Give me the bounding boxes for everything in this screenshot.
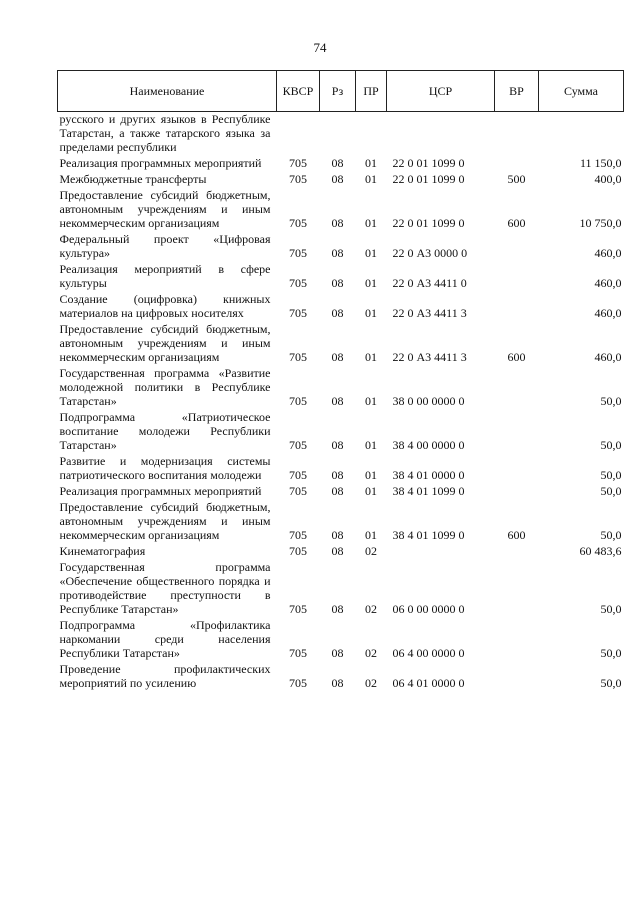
cell-pr: 01 (365, 438, 377, 452)
cell-vr (495, 662, 539, 692)
cell-pr: 01 (365, 216, 377, 230)
cell-sum: 10 750,0 (579, 216, 622, 230)
header-kvsr: КВСР (277, 71, 320, 112)
cell-pr: 01 (365, 246, 377, 260)
cell-csr: 06 0 00 0000 0 (392, 602, 465, 616)
cell-csr: 22 0 А3 4411 3 (392, 306, 467, 320)
cell-kvsr: 705 (289, 172, 307, 186)
cell-name: Предоставление субсидий бюджетным, автономным учреждениям и иным некоммерческим организациям (59, 322, 271, 364)
table-row (58, 500, 624, 544)
cell-csr: 22 0 01 1099 0 (392, 216, 465, 230)
cell-name: Государственная программа «Обеспечение общественного порядка и противодействие преступности в Республике Татарстан» (59, 560, 271, 616)
cell-vr (495, 112, 539, 157)
cell-vr (495, 560, 539, 618)
cell-sum: 50,0 (600, 468, 622, 482)
cell-vr (495, 454, 539, 484)
cell-kvsr: 705 (289, 602, 307, 616)
header-pr: ПР (356, 71, 387, 112)
cell-name: Государственная программа «Развитие молодежной политики в Республике Татарстан» (59, 366, 271, 408)
cell-name: Межбюджетные трансферты (59, 172, 207, 186)
cell-sum: 50,0 (600, 602, 622, 616)
cell-pr: 01 (365, 484, 377, 498)
cell-csr: 22 0 А3 0000 0 (392, 246, 468, 260)
table-row (58, 188, 624, 232)
cell-vr (495, 410, 539, 454)
cell-rz: 08 (331, 156, 344, 170)
cell-vr: 600 (507, 528, 526, 542)
cell-pr: 01 (365, 172, 377, 186)
table-row (58, 560, 624, 618)
cell-kvsr: 705 (289, 528, 307, 542)
cell-pr: 01 (365, 306, 377, 320)
cell-rz: 08 (331, 468, 344, 482)
header-csr: ЦСР (387, 71, 495, 112)
table-header-row (58, 71, 624, 112)
cell-vr (495, 232, 539, 262)
cell-vr: 500 (507, 172, 526, 186)
table-row (58, 410, 624, 454)
cell-sum: 460,0 (594, 276, 622, 290)
table-row (58, 156, 624, 172)
cell-rz: 08 (331, 276, 344, 290)
cell-rz: 08 (331, 246, 344, 260)
cell-pr: 02 (365, 602, 377, 616)
cell-rz: 08 (331, 484, 344, 498)
cell-rz: 08 (331, 676, 344, 690)
cell-csr (387, 112, 495, 157)
table-body (58, 112, 624, 693)
cell-sum: 11 150,0 (579, 156, 622, 170)
cell-vr (495, 156, 539, 172)
cell-kvsr: 705 (289, 246, 307, 260)
cell-sum: 460,0 (594, 350, 622, 364)
cell-csr: 38 4 01 1099 0 (392, 528, 465, 542)
cell-rz: 08 (331, 306, 344, 320)
cell-csr: 22 0 А3 4411 3 (392, 350, 467, 364)
cell-name: Федеральный проект «Цифровая культура» (59, 232, 271, 260)
cell-csr: 38 4 01 1099 0 (392, 484, 465, 498)
cell-kvsr: 705 (289, 216, 307, 230)
table-row (58, 232, 624, 262)
cell-vr (495, 544, 539, 560)
cell-sum: 460,0 (594, 246, 622, 260)
table-row (58, 454, 624, 484)
table-row (58, 544, 624, 560)
cell-name: Создание (оцифровка) книжных материалов на цифровых носителях (59, 292, 271, 320)
cell-vr (495, 618, 539, 662)
cell-pr: 01 (365, 468, 377, 482)
cell-kvsr: 705 (289, 484, 307, 498)
table-row (58, 262, 624, 292)
cell-pr: 01 (365, 528, 377, 542)
cell-name: Реализация программных мероприятий (59, 156, 262, 170)
cell-pr: 02 (365, 646, 377, 660)
cell-vr (495, 292, 539, 322)
cell-pr: 01 (365, 156, 377, 170)
cell-kvsr: 705 (289, 646, 307, 660)
cell-name: русского и других языков в Республике Татарстан, а также татарского языка за пределами республики (59, 112, 271, 154)
table-row (58, 662, 624, 692)
cell-pr: 01 (365, 394, 377, 408)
cell-csr: 38 4 01 0000 0 (392, 468, 465, 482)
budget-table (57, 70, 624, 692)
cell-sum: 460,0 (594, 306, 622, 320)
cell-kvsr: 705 (289, 276, 307, 290)
cell-pr: 02 (365, 676, 377, 690)
cell-name: Подпрограмма «Профилактика наркомании среди населения Республики Татарстан» (59, 618, 271, 660)
cell-kvsr (277, 112, 320, 157)
cell-kvsr: 705 (289, 306, 307, 320)
cell-csr: 22 0 01 1099 0 (392, 172, 465, 186)
cell-name: Кинематография (59, 544, 146, 558)
cell-name: Проведение профилактических мероприятий по усилению (59, 662, 271, 690)
cell-pr: 01 (365, 350, 377, 364)
cell-vr (495, 366, 539, 410)
cell-kvsr: 705 (289, 544, 307, 558)
cell-vr: 600 (507, 350, 526, 364)
cell-pr: 01 (365, 276, 377, 290)
cell-rz: 08 (331, 394, 344, 408)
cell-sum: 50,0 (600, 646, 622, 660)
header-name: Наименование (58, 71, 277, 112)
cell-sum: 50,0 (600, 484, 622, 498)
cell-sum: 50,0 (600, 394, 622, 408)
cell-rz: 08 (331, 528, 344, 542)
cell-name: Развитие и модернизация системы патриотического воспитания молодежи (59, 454, 271, 482)
cell-csr: 06 4 01 0000 0 (392, 676, 465, 690)
cell-sum (539, 112, 624, 157)
table-row (58, 172, 624, 188)
table-row (58, 484, 624, 500)
cell-sum: 60 483,6 (579, 544, 622, 558)
cell-kvsr: 705 (289, 350, 307, 364)
cell-rz: 08 (331, 216, 344, 230)
cell-kvsr: 705 (289, 394, 307, 408)
cell-sum: 50,0 (600, 438, 622, 452)
cell-vr: 600 (507, 216, 526, 230)
table-row (58, 292, 624, 322)
cell-sum: 50,0 (600, 528, 622, 542)
cell-rz: 08 (331, 172, 344, 186)
cell-kvsr: 705 (289, 468, 307, 482)
cell-vr (495, 262, 539, 292)
cell-pr: 02 (365, 544, 377, 558)
cell-csr: 22 0 А3 4411 0 (392, 276, 467, 290)
table-row (58, 112, 624, 157)
cell-vr (495, 484, 539, 500)
cell-rz: 08 (331, 646, 344, 660)
table-row (58, 618, 624, 662)
page-number: 74 (313, 40, 327, 55)
table-row (58, 366, 624, 410)
cell-name: Подпрограмма «Патриотическое воспитание молодежи Республики Татарстан» (59, 410, 271, 452)
cell-rz: 08 (331, 544, 344, 558)
cell-rz (320, 112, 356, 157)
cell-csr (387, 544, 495, 560)
cell-sum: 50,0 (600, 676, 622, 690)
header-rz: Рз (320, 71, 356, 112)
table-row (58, 322, 624, 366)
cell-name: Предоставление субсидий бюджетным, автономным учреждениям и иным некоммерческим организациям (59, 500, 271, 542)
cell-csr: 06 4 00 0000 0 (392, 646, 465, 660)
cell-sum: 400,0 (594, 172, 622, 186)
cell-kvsr: 705 (289, 156, 307, 170)
cell-name: Реализация программных мероприятий (59, 484, 262, 498)
cell-csr: 38 0 00 0000 0 (392, 394, 465, 408)
header-sum: Сумма (539, 71, 624, 112)
cell-rz: 08 (331, 602, 344, 616)
cell-kvsr: 705 (289, 438, 307, 452)
cell-pr (356, 112, 387, 157)
cell-name: Предоставление субсидий бюджетным, автономным учреждениям и иным некоммерческим организациям (59, 188, 271, 230)
cell-rz: 08 (331, 350, 344, 364)
cell-name: Реализация мероприятий в сфере культуры (59, 262, 271, 290)
cell-csr: 22 0 01 1099 0 (392, 156, 465, 170)
cell-kvsr: 705 (289, 676, 307, 690)
cell-rz: 08 (331, 438, 344, 452)
cell-csr: 38 4 00 0000 0 (392, 438, 465, 452)
header-vr: ВР (495, 71, 539, 112)
